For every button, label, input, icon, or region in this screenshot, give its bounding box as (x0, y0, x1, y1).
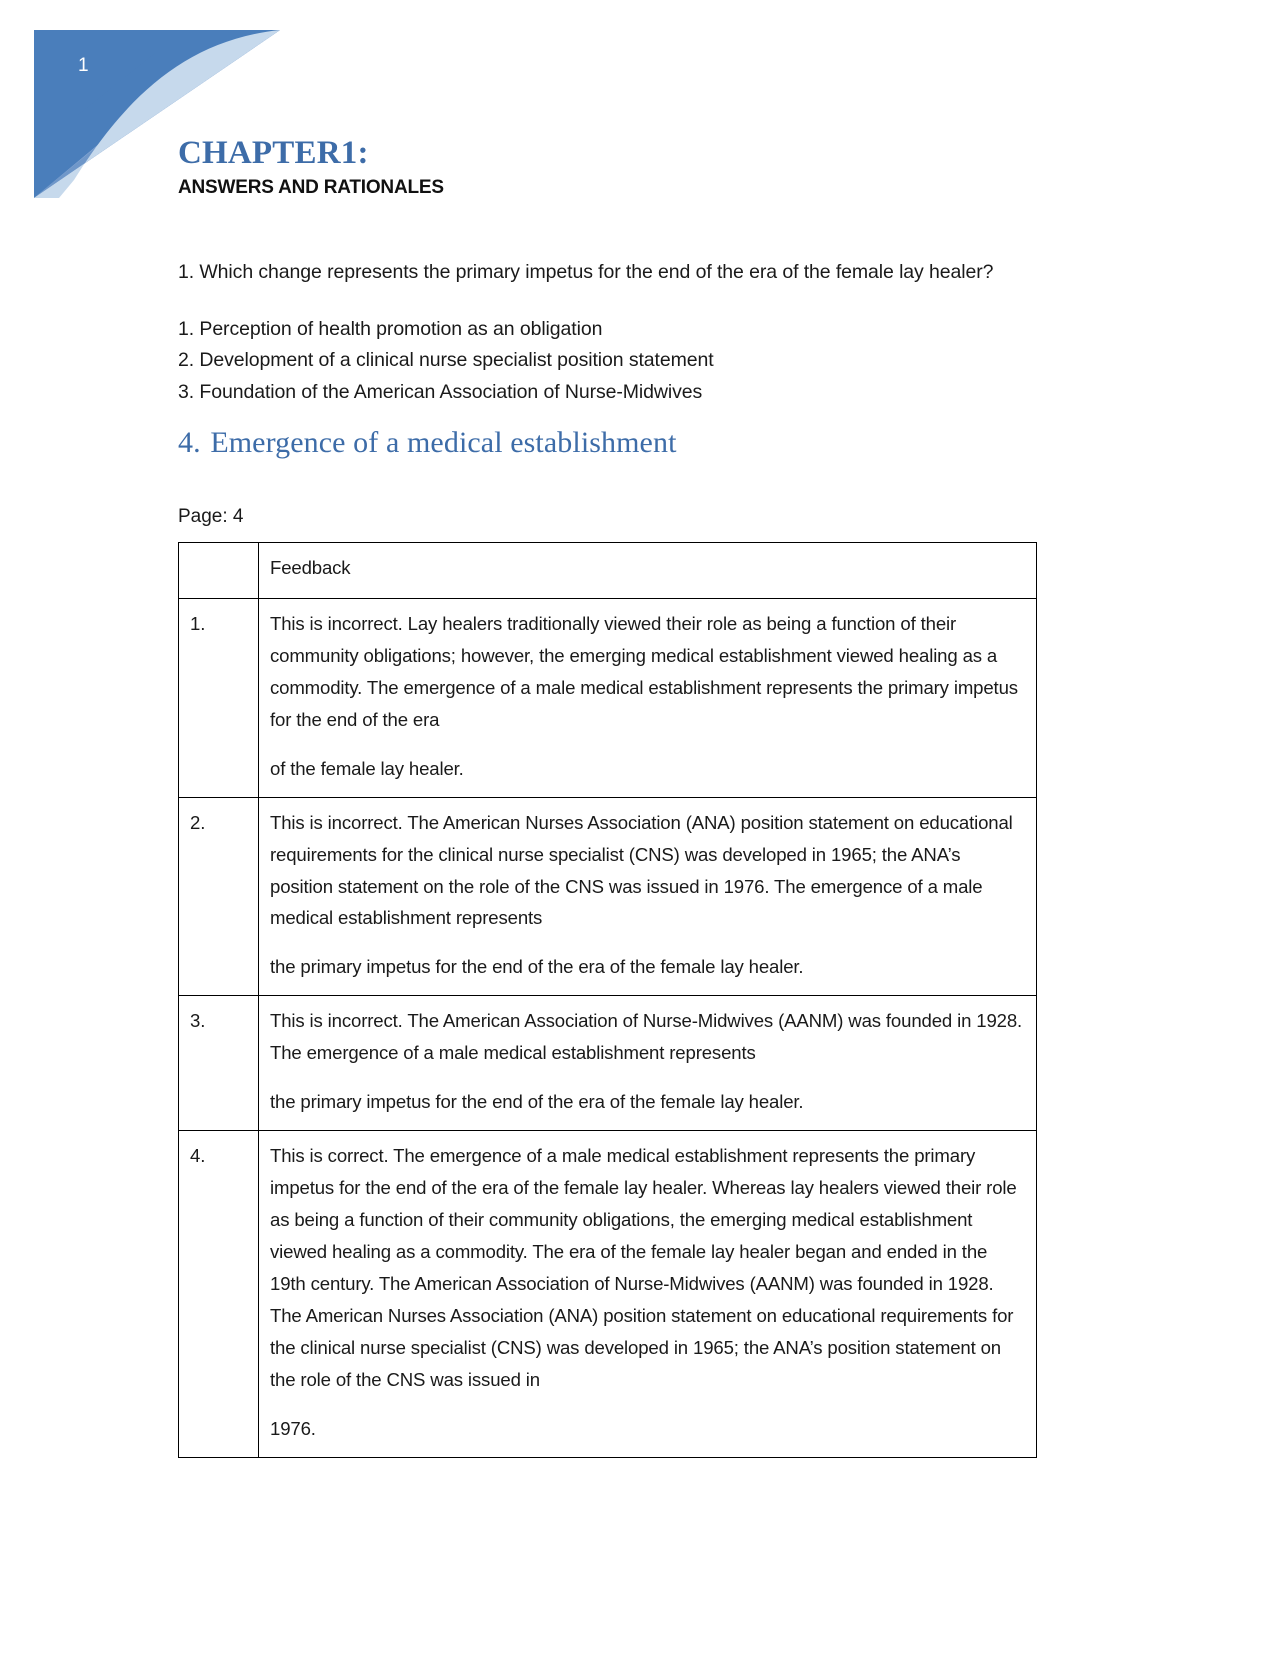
row-feedback-4 (259, 1131, 1037, 1458)
chapter-title: CHAPTER1: (178, 135, 369, 171)
row-feedback-4-para-1: This is correct. The emergence of a male medical establishment represents the primary impetus for the end of the era of the female lay healer. Whereas lay healers viewed their role as being a function of their community obligations, the emerging medical establishment viewed healing as a commodity. The era of the female lay healer began and ended in the 19th century. The American Association of Nurse-Midwives (AANM) was founded in 1928. The American Nurses Association (ANA) position statement on educational requirements for the clinical nurse specialist (CNS) was developed in 1965; the ANA’s position statement on the role of the CNS was issued in (270, 1145, 1017, 1391)
row-feedback-1-para-1: This is incorrect. Lay healers traditionally viewed their role as being a function of their community obligations; however, the emerging medical establishment viewed healing as a commodity. The emergence of a male medical establishment represents the primary impetus for the end of the era (270, 612, 1018, 730)
row-number-4: 4. (179, 1131, 259, 1458)
row-feedback-2-para-2: the primary impetus for the end of the era of the female lay healer. (270, 956, 804, 978)
row-feedback-3-para-1: This is incorrect. The American Association of Nurse-Midwives (AANM) was founded in 1928. The emergence of a male medical establishment represents (270, 1010, 1023, 1064)
page-number-badge: 1 (78, 55, 90, 76)
row-number-1: 1. (179, 598, 259, 797)
feedback-table (178, 542, 1037, 1458)
question-text: 1. Which change represents the primary impetus for the end of the era of the female lay healer? (178, 261, 994, 284)
table-header-row (179, 542, 1037, 598)
option-number-4: 4. (178, 426, 201, 460)
row-feedback-4-para-2: 1976. (270, 1418, 316, 1440)
option-number-2: 2. (178, 349, 195, 372)
document-content (178, 0, 1038, 1458)
page-reference: Page: 4 (178, 505, 244, 527)
row-feedback-3 (259, 996, 1037, 1131)
table-row (179, 1131, 1037, 1458)
option-label-3: Foundation of the American Association of Nurse-Midwives (199, 380, 703, 403)
option-item-1 (178, 314, 1038, 346)
row-number-2: 2. (179, 797, 259, 996)
option-label-2: Development of a clinical nurse specialist position statement (199, 349, 714, 372)
table-header-number (179, 542, 259, 598)
table-header-feedback: Feedback (259, 542, 1037, 598)
option-item-2 (178, 345, 1038, 377)
options-list (178, 314, 1038, 462)
table-row (179, 996, 1037, 1131)
option-number-1: 1. (178, 317, 195, 340)
option-item-3 (178, 377, 1038, 409)
row-feedback-1 (259, 598, 1037, 797)
row-feedback-2 (259, 797, 1037, 996)
option-item-4-correct (178, 424, 1038, 462)
row-number-3: 3. (179, 996, 259, 1131)
table-row (179, 797, 1037, 996)
row-feedback-1-para-2: of the female lay healer. (270, 757, 464, 779)
row-feedback-2-para-1: This is incorrect. The American Nurses Association (ANA) position statement on educational requirements for the clinical nurse specialist (CNS) was developed in 1965; the ANA’s position statement on the role of the CNS was issued in 1976. The emergence of a male medical establishment represents (270, 811, 1013, 929)
row-feedback-3-para-2: the primary impetus for the end of the era of the female lay healer. (270, 1091, 804, 1113)
document-subtitle: ANSWERS AND RATIONALES (178, 177, 444, 199)
table-row (179, 598, 1037, 797)
option-label-4: Emergence of a medical establishment (210, 426, 677, 460)
option-number-3: 3. (178, 380, 195, 403)
option-label-1: Perception of health promotion as an obligation (199, 317, 603, 340)
